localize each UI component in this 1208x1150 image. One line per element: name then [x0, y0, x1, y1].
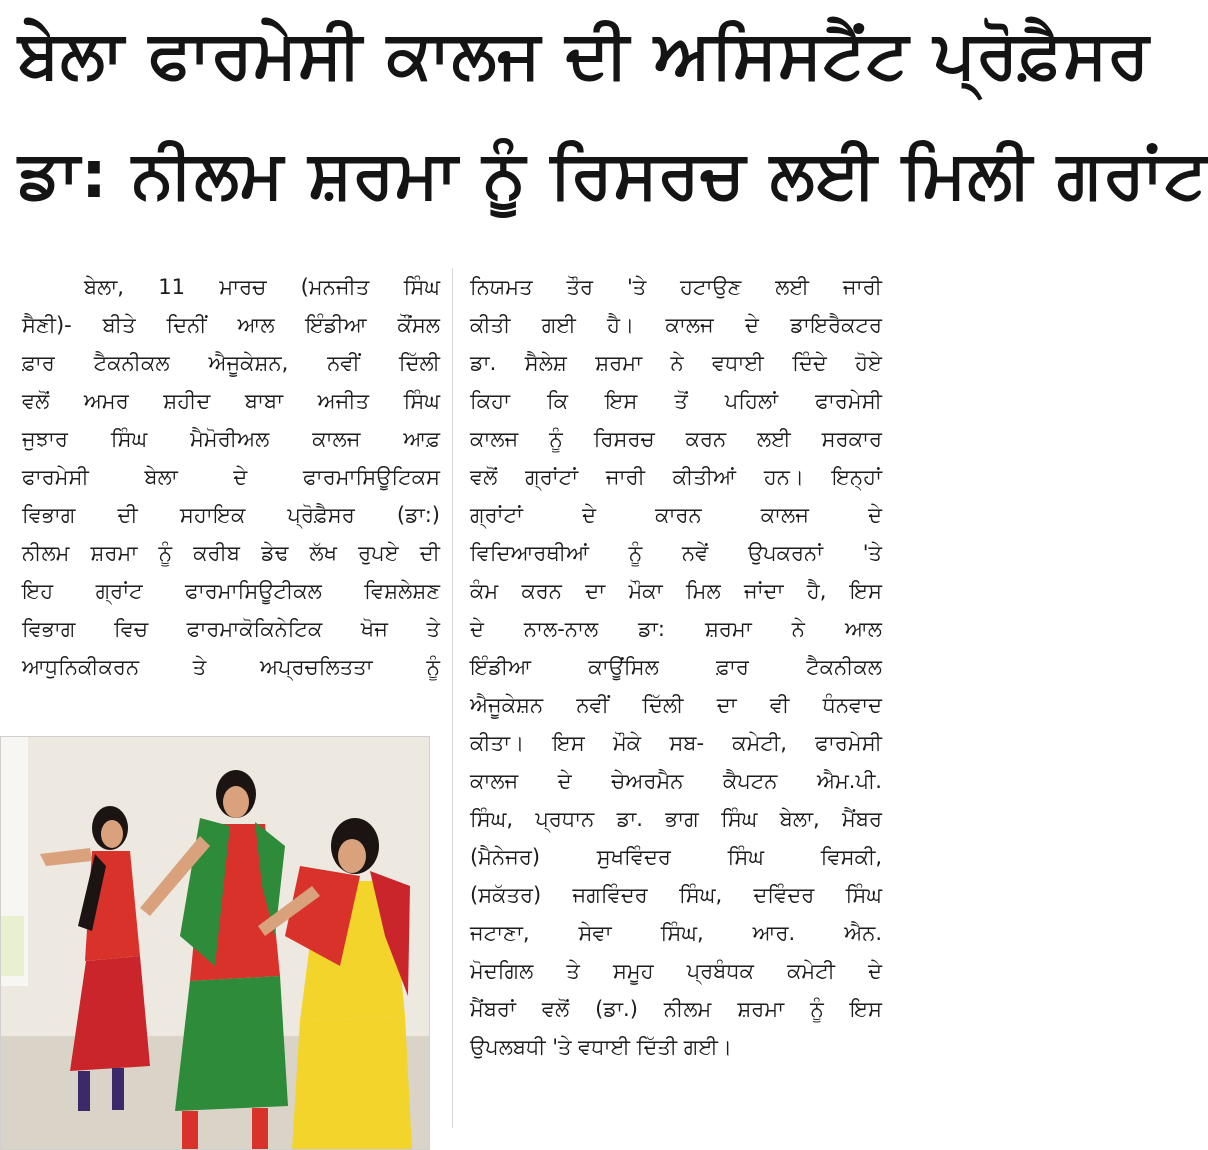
article-line: ਗ੍ਰਾਂਟਾਂ ਦੇ ਕਾਰਨ ਕਾਲਜ ਦੇ — [470, 503, 882, 527]
article-line: ਦੇ ਨਾਲ-ਨਾਲ ਡਾ: ਸ਼ਰਮਾ ਨੇ ਆਲ — [470, 617, 882, 641]
article-line: ਕਾਲਜ ਦੇ ਚੇਅਰਮੈਨ ਕੈਪਟਨ ਐਮ.ਪੀ. — [470, 769, 882, 793]
article-line: ਫ਼ਾਰ ਟੈਕਨੀਕਲ ਐਜੂਕੇਸ਼ਨ, ਨਵੀਂ ਦਿੱਲੀ — [22, 351, 440, 375]
article-line: ਕਿਹਾ ਕਿ ਇਸ ਤੋਂ ਪਹਿਲਾਂ ਫਾਰਮੇਸੀ — [470, 389, 882, 413]
article-line: ਵਲੋਂ ਗ੍ਰਾਂਟਾਂ ਜਾਰੀ ਕੀਤੀਆਂ ਹਨ। ਇਨ੍ਹਾਂ — [470, 465, 882, 489]
headline-line-1: ਬੇਲਾ ਫਾਰਮੇਸੀ ਕਾਲਜ ਦੀ ਅਸਿਸਟੈਂਟ ਪ੍ਰੋਫ਼ੈਸਰ — [18, 16, 1151, 93]
article-line: ਨੀਲਮ ਸ਼ਰਮਾ ਨੂੰ ਕਰੀਬ ਡੇਢ ਲੱਖ ਰੁਪਏ ਦੀ — [22, 541, 440, 565]
article-line: ਐਜੂਕੇਸ਼ਨ ਨਵੀਂ ਦਿੱਲੀ ਦਾ ਵੀ ਧੰਨਵਾਦ — [470, 693, 882, 717]
article-line: ਆਧੁਨਿਕੀਕਰਨ ਤੇ ਅਪ੍ਰਚਲਿਤਤਾ ਨੂੰ — [22, 655, 440, 679]
article-line: ਵਲੋਂ ਅਮਰ ਸ਼ਹੀਦ ਬਾਬਾ ਅਜੀਤ ਸਿੰਘ — [22, 389, 440, 413]
article-line: ਵਿਭਾਗ ਦੀ ਸਹਾਇਕ ਪ੍ਰੋਫ਼ੈਸਰ (ਡਾ:) — [22, 503, 440, 527]
dance-performance-photo — [0, 736, 430, 1150]
article-line: ਨਿਯਮਤ ਤੌਰ 'ਤੇ ਹਟਾਉਣ ਲਈ ਜਾਰੀ — [470, 275, 882, 299]
article-line: ਬੇਲਾ, 11 ਮਾਰਚ (ਮਨਜੀਤ ਸਿੰਘ — [84, 275, 440, 299]
article-line: ਮੈਂਬਰਾਂ ਵਲੋਂ (ਡਾ.) ਨੀਲਮ ਸ਼ਰਮਾ ਨੂੰ ਇਸ — [470, 997, 882, 1021]
column-divider — [452, 268, 453, 1128]
article-line: ਉਪਲਬਧੀ 'ਤੇ ਵਧਾਈ ਦਿੱਤੀ ਗਈ। — [470, 1035, 733, 1059]
article-line: ਜੁਝਾਰ ਸਿੰਘ ਮੈਮੋਰੀਅਲ ਕਾਲਜ ਆਫ਼ — [22, 427, 440, 451]
article-line: ਸਿੰਘ, ਪ੍ਰਧਾਨ ਡਾ. ਭਾਗ ਸਿੰਘ ਬੇਲਾ, ਮੈਂਬਰ — [470, 807, 882, 831]
article-line: ਕੰਮ ਕਰਨ ਦਾ ਮੌਕਾ ਮਿਲ ਜਾਂਦਾ ਹੈ, ਇਸ — [470, 579, 882, 603]
article-line: ਜਟਾਣਾ, ਸੇਵਾ ਸਿੰਘ, ਆਰ. ਐਨ. — [470, 921, 882, 945]
article-line: (ਸਕੱਤਰ) ਜਗਵਿੰਦਰ ਸਿੰਘ, ਦਵਿੰਦਰ ਸਿੰਘ — [470, 883, 882, 907]
headline-line-2: ਡਾ: ਨੀਲਮ ਸ਼ਰਮਾ ਨੂੰ ਰਿਸਰਚ ਲਈ ਮਿਲੀ ਗਰਾਂਟ — [18, 136, 1208, 213]
article-line: ਵਿਭਾਗ ਵਿਚ ਫਾਰਮਾਕੋਕਿਨੇਟਿਕ ਖੋਜ ਤੇ — [22, 617, 440, 641]
article-line: (ਮੈਨੇਜਰ) ਸੁਖਵਿੰਦਰ ਸਿੰਘ ਵਿਸਕੀ, — [470, 845, 882, 869]
article-line: ਕੀਤਾ। ਇਸ ਮੌਕੇ ਸਬ- ਕਮੇਟੀ, ਫਾਰਮੇਸੀ — [470, 731, 882, 755]
article-line: ਡਾ. ਸੈਲੇਸ਼ ਸ਼ਰਮਾ ਨੇ ਵਧਾਈ ਦਿੰਦੇ ਹੋਏ — [470, 351, 882, 375]
photo-wall-sign — [0, 916, 24, 976]
article-line: ਕਾਲਜ ਨੂੰ ਰਿਸਰਚ ਕਰਨ ਲਈ ਸਰਕਾਰ — [470, 427, 882, 451]
article-line: ਫਾਰਮੇਸੀ ਬੇਲਾ ਦੇ ਫਾਰਮਾਸਿਊਟਿਕਸ — [22, 465, 440, 489]
article-line: ਮੋਦਗਿਲ ਤੇ ਸਮੂਹ ਪ੍ਰਬੰਧਕ ਕਮੇਟੀ ਦੇ — [470, 959, 882, 983]
article-line: ਇੰਡੀਆ ਕਾਊਂਸਿਲ ਫ਼ਾਰ ਟੈਕਨੀਕਲ — [470, 655, 882, 679]
article-left-column — [22, 268, 440, 686]
article-line: ਸੈਣੀ)- ਬੀਤੇ ਦਿਨੀਂ ਆਲ ਇੰਡੀਆ ਕੌਂਸਲ — [22, 313, 440, 337]
article-line: ਇਹ ਗ੍ਰਾਂਟ ਫਾਰਮਾਸਿਊਟੀਕਲ ਵਿਸ਼ਲੇਸ਼ਣ — [22, 579, 440, 603]
article-right-column — [470, 268, 882, 1066]
article-line: ਕੀਤੀ ਗਈ ਹੈ। ਕਾਲਜ ਦੇ ਡਾਇਰੈਕਟਰ — [470, 313, 882, 337]
article-line: ਵਿਦਿਆਰਥੀਆਂ ਨੂੰ ਨਵੇਂ ਉਪਕਰਨਾਂ 'ਤੇ — [470, 541, 882, 565]
